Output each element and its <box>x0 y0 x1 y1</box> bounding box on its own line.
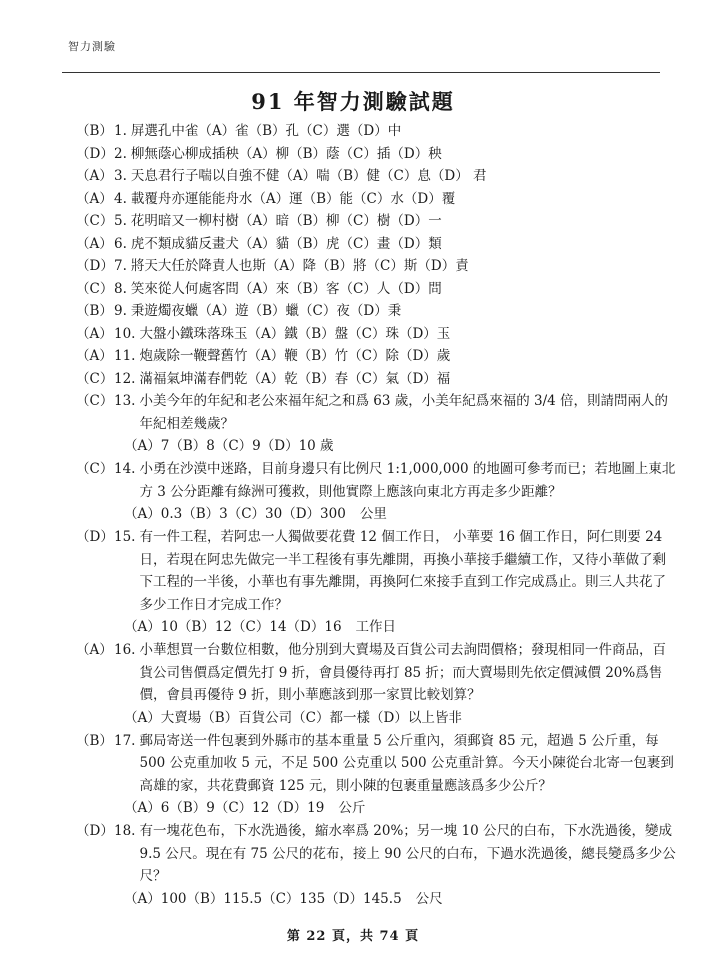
answer-key: （A） <box>76 642 113 658</box>
options-text: （A）大賣場（B）百貨公司（C）都一樣（D）以上皆非 <box>124 709 462 726</box>
question-item <box>76 210 676 233</box>
question-text: 花明暗又一柳村樹（A）暗（B）柳（C）樹（D）一 <box>130 213 442 229</box>
header-divider <box>62 72 660 73</box>
options-unit: 公里 <box>359 506 387 522</box>
question-item <box>76 255 676 278</box>
answer-options <box>76 435 676 458</box>
question-item <box>76 345 676 368</box>
question-text: 滿福氣坤滿春們乾（A）乾（B）春（C）氣（D）福 <box>139 370 451 387</box>
question-text: 虎不類成貓反畫犬（A）貓（B）虎（C）畫（D）類 <box>130 235 442 252</box>
answer-options <box>76 888 676 911</box>
question-number: 6. <box>114 235 127 252</box>
question-text: 秉遊燭夜蠟（A）遊（B）蠟（C）夜（D）秉 <box>130 303 402 319</box>
question-number: 12. <box>114 370 136 387</box>
question-number: 11. <box>114 348 136 364</box>
question-text: 炮歲除一鞭聲舊竹（A）鞭（B）竹（C）除（D）歲 <box>139 348 451 364</box>
question-text: 有一件工程，若阿忠一人獨做要花費 12 個工作日， 小華要 16 個工作日，阿仁則要 24 日，若現在阿忠先做完一半工程後有事先離開，再換小華接手繼續工作，又待小華做了剩下工程的一半後，小華也有事先離開，再換阿仁來接手直到工作完成爲止。則三人共花了多少工作日才完成工作？ <box>139 529 666 613</box>
answer-key: （C） <box>76 370 114 387</box>
answer-key: （A） <box>76 168 113 184</box>
question-text: 小華想買一台數位相數，他分別到大賣場及百貨公司去詢問價格；發現相同一件商品，百貨公司售價爲定價先打 9 折，會員優待再打 85 折；而大賣場則先依定價減價 20%爲售價，會員再優待 9 折，則小華應該到那一家買比較划算？ <box>139 642 666 703</box>
question-item <box>76 300 676 323</box>
question-text: 小勇在沙漠中迷路，目前身邊只有比例尺 1:1,000,000 的地圖可參考而已；若地圖上東北方 3 公分距離有綠洲可獲救，則他實際上應該向東北方再走多少距離？ <box>139 461 676 500</box>
answer-options <box>76 503 676 526</box>
options-unit: 公斤 <box>338 800 366 816</box>
question-number: 18. <box>114 823 136 839</box>
answer-key: （D） <box>76 258 114 274</box>
question-item <box>76 730 676 798</box>
question-text: 大盤小鐵珠落珠玉（A）鐵（B）盤（C）珠（D）玉 <box>139 325 451 342</box>
question-item <box>76 233 676 256</box>
question-text: 有一塊花色布，下水洗過後，縮水率爲 20%；另一塊 10 公尺的白布，下水洗過後，變成 9.5 公尺。現在有 75 公尺的花布，接上 90 公尺的白布，下過水洗過後，總長變爲多少公尺？ <box>139 823 676 884</box>
page-footer: 第 22 頁，共 74 頁 <box>286 929 420 944</box>
question-number: 13. <box>114 393 136 409</box>
question-item <box>76 368 676 391</box>
answer-key: （C） <box>76 461 114 477</box>
answer-key: （B） <box>76 123 113 139</box>
options-text: （A）7（B）8（C）9（D）10 歲 <box>124 438 334 454</box>
answer-key: （B） <box>76 303 113 319</box>
options-text: （A）100（B）115.5（C）135（D）145.5 <box>124 890 402 907</box>
question-item <box>76 188 676 211</box>
answer-key: （C） <box>76 393 114 409</box>
answer-key: （D） <box>76 529 114 545</box>
question-number: 16. <box>114 642 136 658</box>
question-number: 14. <box>114 461 136 477</box>
answer-key: （A） <box>76 190 113 207</box>
options-unit: 工作日 <box>355 619 397 635</box>
question-number: 10. <box>114 325 136 342</box>
answer-options <box>76 616 676 639</box>
question-item <box>76 143 676 166</box>
question-number: 3. <box>114 168 127 184</box>
question-item <box>76 120 676 143</box>
question-text: 郵局寄送一件包裹到外縣市的基本重量 5 公斤重內，須郵資 85 元，超過 5 公斤重，每 500 公克重加收 5 元，不足 500 公克重以 500 公克重計算。今天小陳從台北寄一包裹到高雄的家，共花費郵資 125 元，則小陳的包裹重量應該爲多少公斤？ <box>139 732 674 794</box>
question-number: 7. <box>114 258 127 274</box>
options-unit: 公尺 <box>415 890 443 907</box>
question-item <box>76 165 676 188</box>
question-text: 小美今年的年紀和老公來福年紀之和爲 63 歲，小美年紀爲來福的 3/4 倍，則請問兩人的年紀相差幾歲？ <box>139 393 669 432</box>
answer-key: （A） <box>76 348 113 364</box>
options-text: （A）0.3（B）3（C）30（D）300 <box>124 506 346 522</box>
answer-key: （C） <box>76 213 114 229</box>
question-item <box>76 390 676 435</box>
question-number: 1. <box>114 123 127 139</box>
question-text: 屏選孔中雀（A）雀（B）孔（C）選（D）中 <box>130 123 402 139</box>
options-text: （A）10（B）12（C）14（D）16 <box>124 619 342 635</box>
answer-options <box>76 797 676 820</box>
options-text: （A）6（B）9（C）12（D）19 <box>124 800 325 816</box>
question-item <box>76 639 676 707</box>
question-item <box>76 323 676 346</box>
question-number: 8. <box>114 280 127 297</box>
answer-key: （A） <box>76 325 113 342</box>
answer-key: （D） <box>76 145 114 162</box>
question-item <box>76 278 676 301</box>
question-number: 15. <box>114 529 136 545</box>
question-item <box>76 458 676 503</box>
answer-key: （B） <box>76 732 113 749</box>
answer-key: （D） <box>76 823 114 839</box>
question-item <box>76 526 676 616</box>
question-number: 5. <box>114 213 127 229</box>
question-text: 天息君行子喘以自強不健（A）喘（B）健（C）息（D） 君 <box>130 168 487 184</box>
question-text: 載覆舟亦運能能舟水（A）運（B）能（C）水（D）覆 <box>130 190 456 207</box>
question-text: 柳無蔭心柳成插秧（A）柳（B）蔭（C）插（D）秧 <box>130 145 442 162</box>
answer-key: （A） <box>76 235 113 252</box>
question-number: 2. <box>114 145 127 162</box>
question-number: 17. <box>114 732 136 749</box>
header-label: 智力測驗 <box>68 40 116 53</box>
question-text: 將天大任於降責人也斯（A）降（B）將（C）斯（D）責 <box>130 258 469 274</box>
page-title: 91 年智力測驗試題 <box>251 89 455 114</box>
answer-key: （C） <box>76 280 114 297</box>
question-text: 笑來從人何處客問（A）來（B）客（C）人（D）問 <box>130 280 442 297</box>
question-number: 9. <box>114 303 127 319</box>
answer-options <box>76 707 676 730</box>
question-number: 4. <box>114 190 127 207</box>
question-list <box>76 120 676 911</box>
question-item <box>76 820 676 888</box>
